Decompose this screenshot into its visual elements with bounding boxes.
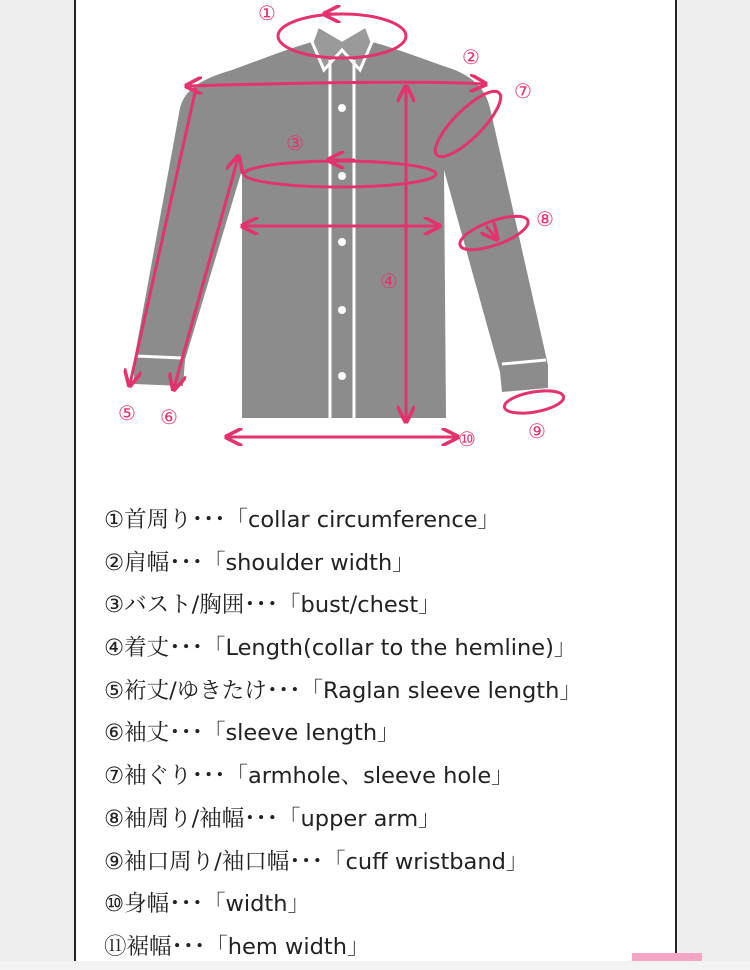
- measurement-legend: [104, 500, 664, 970]
- diagram-label-6: ⑥: [160, 405, 178, 429]
- legend-item-collar: ①首周り･･･「collar circumference」: [104, 507, 501, 533]
- diagram-label-4: ④: [380, 269, 398, 293]
- legend-item-upper-arm: ⑧袖周り/袖幅･･･「upper arm」: [104, 805, 441, 832]
- legend-item-armhole: ⑦袖ぐり･･･「armhole、sleeve hole」: [104, 763, 514, 790]
- legend-item-hem: ⑪裾幅･･･「hem width」: [104, 933, 370, 960]
- scroll-tab[interactable]: [632, 953, 702, 961]
- diagram-label-9: ⑨: [528, 419, 546, 443]
- shirt-button: [338, 306, 346, 314]
- diagram-label-3: ③: [286, 131, 304, 155]
- shirt-measurement-diagram: [0, 0, 750, 470]
- legend-item-cuff: ⑨袖口周り/袖口幅･･･「cuff wristband」: [104, 848, 529, 875]
- legend-item-bust: ③バスト/胸囲･･･「bust/chest」: [104, 592, 441, 619]
- legend-item-raglan: ⑤裄丈/ゆきたけ･･･「Raglan sleeve length」: [104, 677, 582, 704]
- cuff-ellipse: [503, 387, 566, 417]
- legend-item-shoulder: ②肩幅･･･「shoulder width」: [104, 549, 415, 576]
- diagram-label-7: ⑦: [514, 79, 532, 103]
- legend-item-sleeve: ⑥袖丈･･･「sleeve length」: [104, 720, 400, 747]
- legend-item-width: ⑩身幅･･･「width」: [104, 891, 310, 918]
- diagram-label-5: ⑤: [118, 401, 136, 425]
- shirt-button: [338, 372, 346, 380]
- diagram-label-10: ⑩: [458, 427, 476, 451]
- diagram-label-1: ①: [258, 1, 276, 25]
- shirt-button: [338, 172, 346, 180]
- shirt-body: [134, 42, 548, 418]
- shirt-button: [338, 104, 346, 112]
- left-cuff-line: [136, 356, 182, 358]
- diagram-label-2: ②: [462, 45, 480, 69]
- diagram-label-8: ⑧: [536, 207, 554, 231]
- shirt-button: [338, 238, 346, 246]
- legend-item-length: ④着丈･･･「Length(collar to the hemline)」: [104, 635, 577, 662]
